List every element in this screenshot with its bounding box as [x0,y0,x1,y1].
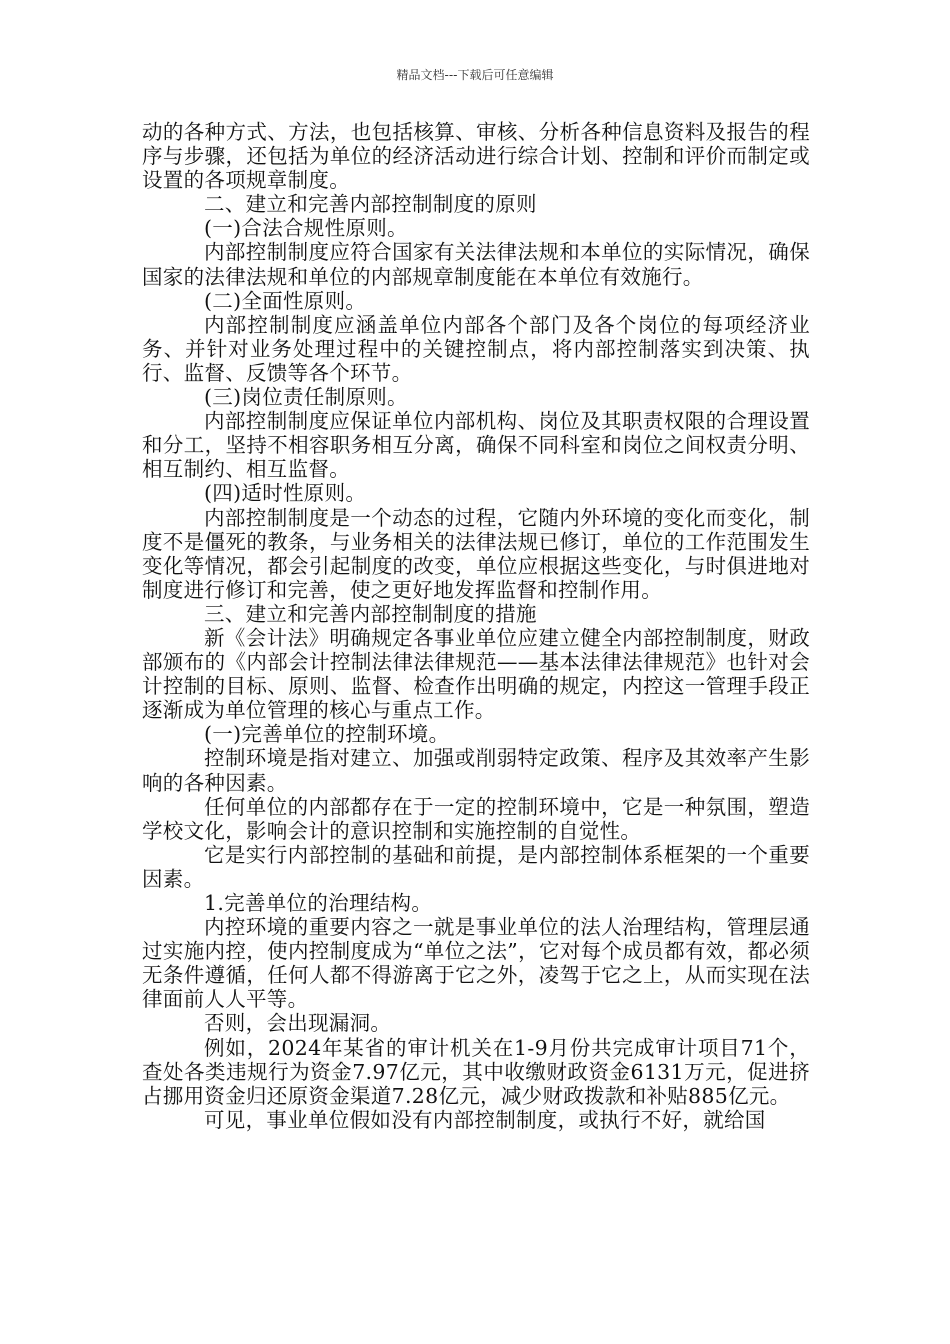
paragraph: 它是实行内部控制的基础和前提，是内部控制体系框架的一个重要因素。 [142,842,810,891]
document-body [142,120,810,1132]
paragraph: 内控环境的重要内容之一就是事业单位的法人治理结构，管理层通过实施内控，使内控制度成为“单位之法”，它对每个成员都有效，都必须无条件遵循，任何人都不得游离于它之外，凌驾于它之上，从而实现在法律面前人人平等。 [142,915,810,1012]
subsection-heading: (一)完善单位的控制环境。 [204,722,450,747]
subsection-heading: (二)全面性原则。 [204,288,367,313]
paragraph: 控制环境是指对建立、加强或削弱特定政策、程序及其效率产生影响的各种因素。 [142,746,810,795]
paragraph: 否则，会出现漏洞。 [204,1011,392,1036]
paragraph: 内部控制制度应符合国家有关法律法规和本单位的实际情况，确保国家的法律法规和单位的内部规章制度能在本单位有效施行。 [142,240,810,289]
paragraph: 可见，事业单位假如没有内部控制制度，或执行不好，就给国 [204,1107,766,1132]
paragraph: 内部控制制度是一个动态的过程，它随内外环境的变化而变化，制度不是僵死的教条，与业务相关的法律法规已修订，单位的工作范围发生变化等情况，都会引起制度的改变，单位应根据这些变化，与时俱进地对制度进行修订和完善，使之更好地发挥监督和控制作用。 [142,505,810,602]
paragraph: 内部控制制度应涵盖单位内部各个部门及各个岗位的每项经济业务、并针对业务处理过程中的关键控制点，将内部控制落实到决策、执行、监督、反馈等各个环节。 [142,312,810,385]
paragraph: 新《会计法》明确规定各事业单位应建立健全内部控制制度，财政部颁布的《内部会计控制法律法律规范——基本法律法律规范》也针对会计控制的目标、原则、监督、检查作出明确的规定，内控这一管理手段正逐渐成为单位管理的核心与重点工作。 [142,625,810,723]
paragraph: 内部控制制度应保证单位内部机构、岗位及其职责权限的合理设置和分工，坚持不相容职务相互分离，确保不同科室和岗位之间权责分明、相互制约、相互监督。 [142,409,810,482]
subsection-heading: 1.完善单位的治理结构。 [204,891,433,915]
paragraph: 任何单位的内部都存在于一定的控制环境中，它是一种氛围，塑造学校文化，影响会计的意识控制和实施控制的自觉性。 [142,794,810,843]
subsection-heading: (三)岗位责任制原则。 [204,385,408,410]
subsection-heading: (一)合法合规性原则。 [204,216,408,241]
section-heading: 三、建立和完善内部控制制度的措施 [204,601,537,626]
paragraph: 例如，2024年某省的审计机关在1-9月份共完成审计项目71个，查处各类违规行为资金7.97亿元，其中收缴财政资金6131万元，促进挤占挪用资金归还原资金渠道7.28亿元，减少财政拨款和补贴885亿元。 [142,1035,810,1108]
subsection-heading: (四)适时性原则。 [204,481,367,506]
section-heading: 二、建立和完善内部控制制度的原则 [204,192,537,217]
paragraph: 动的各种方式、方法，也包括核算、审核、分析各种信息资料及报告的程序与步骤，还包括为单位的经济活动进行综合计划、控制和评价而制定或设置的各项规章制度。 [142,120,810,193]
page-header: 精品文档---下载后可任意编辑 [396,68,554,82]
